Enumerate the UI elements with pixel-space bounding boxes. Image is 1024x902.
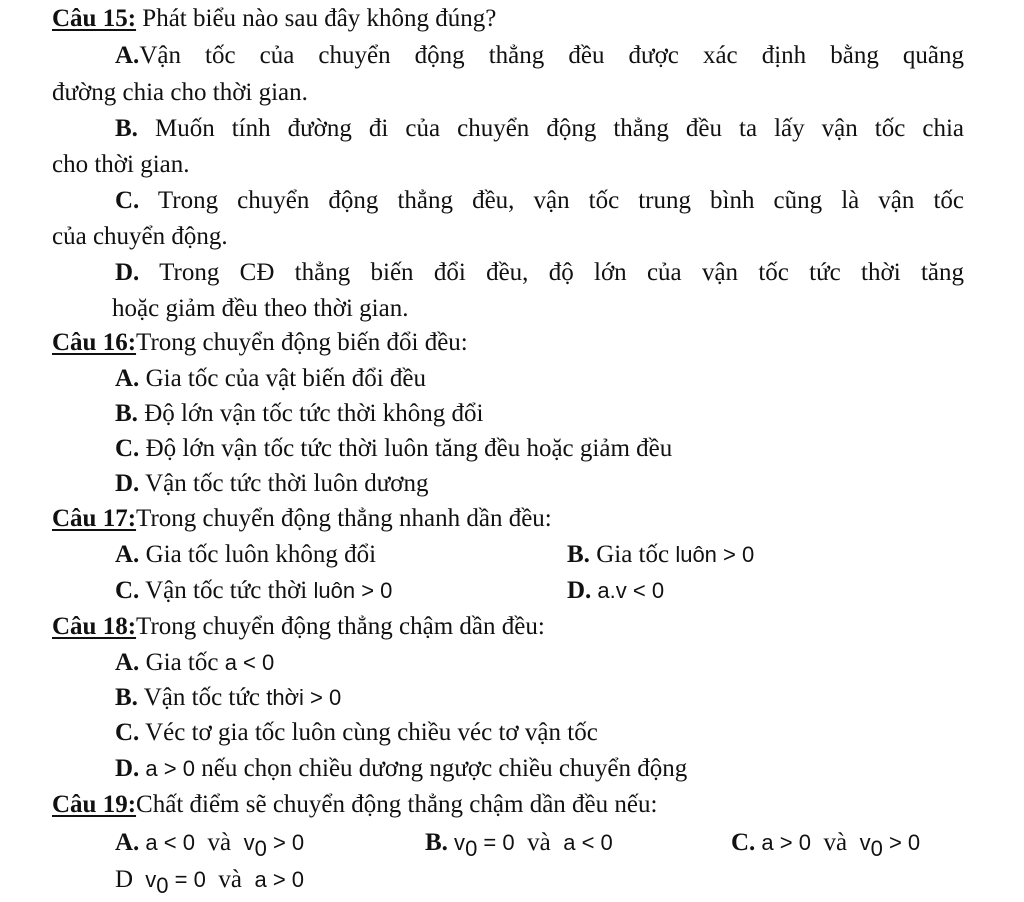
q15-number: Câu 15: [52,5,137,32]
q17-stem: Trong chuyển động thẳng nhanh dần đều: [136,505,552,532]
q19-c-math-1: a > 0 [755,830,811,855]
q15-stem: Phát biểu nào sau đây không đúng? [136,5,497,32]
q18-option-a [115,650,274,675]
q16-d-text: Vận tốc tức thời luôn dương [139,470,429,497]
q19-b-sub: 0 [465,836,478,861]
q19-c-and: và [810,829,860,856]
q15-b-label: B. [115,115,138,142]
q15-d-text-1: Trong CĐ thẳng biến đổi đều, độ lớn của vận tốc tức thời tăng [139,259,964,286]
q16-stem: Trong chuyển động biến đổi đều: [136,329,468,356]
q19-option-a [115,830,304,860]
q18-heading [52,614,545,639]
q18-option-d [115,756,687,781]
q19-b-and: và [514,829,564,856]
q19-c-sub: 0 [870,836,883,861]
q18-d-text: nếu chọn chiều dương ngược chiều chuyển động [194,755,688,782]
q17-c-label: C. [115,577,140,604]
q17-a-label: A. [115,541,140,568]
q19-d-math-1: = 0 [168,867,206,892]
q15-c-label: C. [115,187,140,214]
q15-option-a-cont [52,80,308,105]
q15-c-text-2: của chuyển động. [52,223,228,250]
q18-a-math: a < 0 [224,650,275,675]
q17-number: Câu 17: [52,505,137,532]
q18-number: Câu 18: [52,613,137,640]
q17-c-math: luôn > 0 [313,578,393,603]
q17-b-math: luôn > 0 [675,542,755,567]
q19-b-label: B. [425,829,448,856]
q19-stem: Chất điểm sẽ chuyển động thẳng chậm dần đều nếu: [136,791,658,818]
q15-a-text-2: đường chia cho thời gian. [52,79,308,106]
q18-b-text: Vận tốc tức [137,684,267,711]
q16-option-a [115,366,426,391]
q19-a-sub: 0 [254,836,267,861]
q16-c-text: Độ lớn vận tốc tức thời luôn tăng đều hoặc giảm đều [139,435,673,462]
q19-c-math-2: > 0 [882,830,921,855]
q19-a-v: v [243,830,255,855]
q19-d-label: D [115,866,134,893]
q16-b-text: Độ lớn vận tốc tức thời không đổi [137,400,484,427]
q19-a-math-1: a < 0 [139,830,195,855]
q15-option-b [115,116,964,141]
q16-heading [52,330,468,355]
q17-heading [52,506,552,531]
q17-option-d [567,578,664,603]
q19-number: Câu 19: [52,791,137,818]
q19-b-math-2: a < 0 [563,830,613,855]
q19-d-math-2: a > 0 [254,867,305,892]
q15-b-text-2: cho thời gian. [52,151,190,178]
q18-c-label: C. [115,719,140,746]
q18-option-b [115,685,341,710]
q16-a-label: A. [115,365,140,392]
q17-d-label: D. [567,577,592,604]
q17-option-a [115,542,376,567]
q18-option-c [115,720,598,745]
q19-a-math-2: > 0 [266,830,305,855]
q16-option-d [115,471,428,496]
q15-d-text-2: hoặc giảm đều theo thời gian. [112,295,409,322]
q19-d-and: và [205,866,255,893]
q19-option-b [425,830,613,860]
q17-c-text: Vận tốc tức thời [139,577,314,604]
q16-c-label: C. [115,435,140,462]
q18-d-label: D. [115,755,140,782]
q16-option-c [115,436,672,461]
q17-b-text: Gia tốc [589,541,676,568]
q15-option-c-cont [52,224,228,249]
q19-heading [52,792,657,817]
q15-option-d [115,260,964,285]
q19-c-label: C. [731,829,756,856]
q19-b-math-1: = 0 [477,830,515,855]
q19-option-c [731,830,920,860]
q19-a-label: A. [115,829,140,856]
q15-option-d-cont [112,296,408,321]
q18-b-label: B. [115,684,138,711]
q18-d-math: a > 0 [139,756,195,781]
q16-option-b [115,401,483,426]
q15-a-label: A. [115,42,140,69]
q19-c-v: v [859,830,871,855]
q18-c-text: Véc tơ gia tốc luôn cùng chiều véc tơ vận tốc [139,719,598,746]
q19-b-v: v [447,830,466,855]
q15-option-a [115,43,964,68]
q15-heading [52,6,496,31]
q19-a-and: và [194,829,244,856]
q19-d-sub: 0 [156,873,169,898]
q17-option-c [115,578,392,603]
q16-b-label: B. [115,400,138,427]
q17-b-label: B. [567,541,590,568]
q17-d-math: a.v < 0 [591,578,665,603]
q19-option-d [115,867,304,897]
q18-a-label: A. [115,649,140,676]
q16-d-label: D. [115,470,140,497]
q16-number: Câu 16: [52,329,137,356]
q18-a-text: Gia tốc [139,649,225,676]
q17-a-text: Gia tốc luôn không đổi [139,541,377,568]
q17-option-b [567,542,754,567]
q15-option-b-cont [52,152,190,177]
q18-b-math: thời > 0 [266,685,342,710]
q15-b-text-1: Muốn tính đường đi của chuyển động thẳng đều ta lấy vận tốc chia [137,115,964,142]
q16-a-text: Gia tốc của vật biến đổi đều [139,365,427,392]
q18-stem: Trong chuyển động thẳng chậm dần đều: [136,613,545,640]
q15-c-text-1: Trong chuyển động thẳng đều, vận tốc trung bình cũng là vận tốc [139,187,964,214]
q15-a-text-1: Vận tốc của chuyển động thẳng đều được xác định bằng quãng [139,42,964,69]
q15-option-c [115,188,964,213]
q19-d-v: v [133,867,157,892]
q15-d-label: D. [115,259,140,286]
